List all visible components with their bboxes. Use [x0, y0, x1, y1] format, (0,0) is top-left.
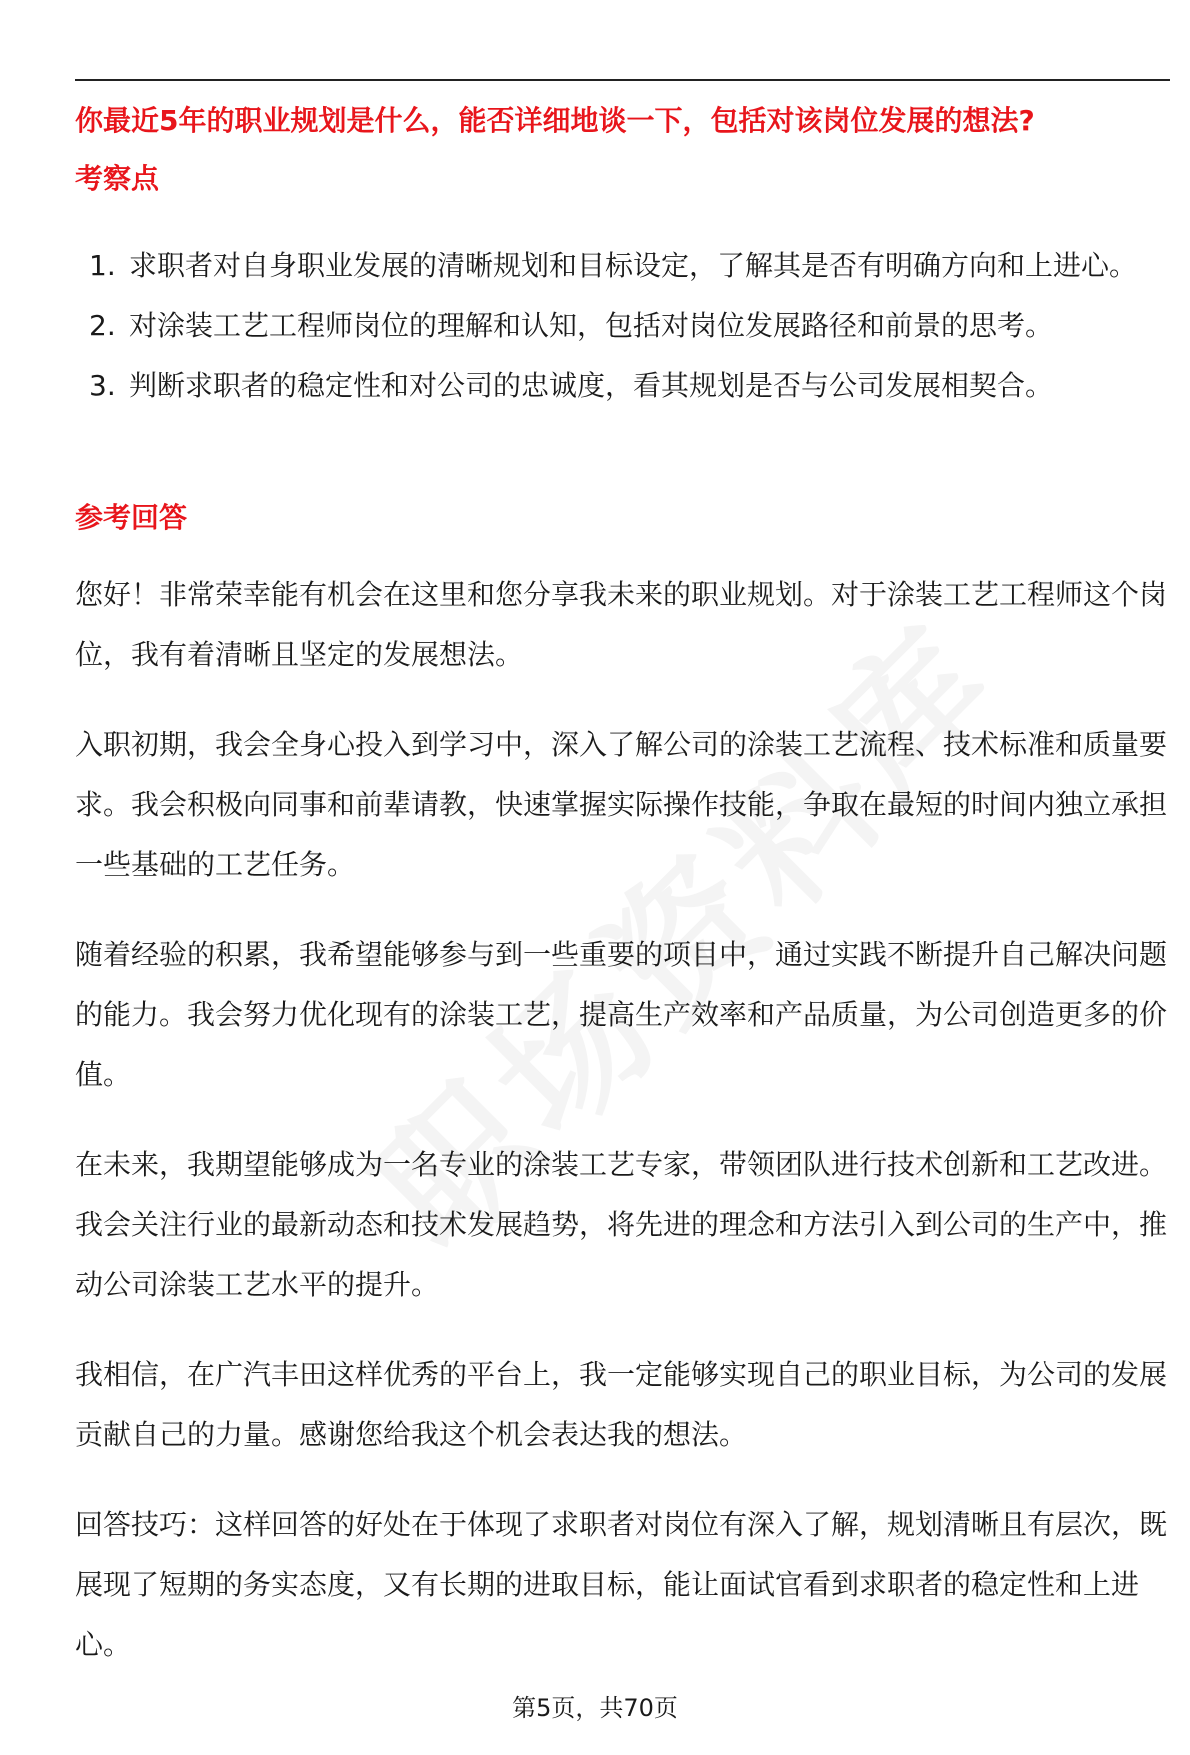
question-title: 你最近5年的职业规划是什么，能否详细地谈一下，包括对该岗位发展的想法?: [75, 104, 1035, 137]
answer-paragraph: 在未来，我期望能够成为一名专业的涂装工艺专家，带领团队进行技术创新和工艺改进。我会关注行业的最新动态和技术发展趋势，将先进的理念和方法引入到公司的生产中，推动公司涂装工艺水平的提升。: [75, 1148, 1168, 1301]
exam-point-item: [75, 296, 1175, 356]
exam-point-text: 对涂装工艺工程师岗位的理解和认知，包括对岗位发展路径和前景的思考。: [129, 309, 1054, 342]
answer-heading: 参考回答: [75, 501, 188, 534]
exam-point-item: [75, 356, 1175, 416]
exam-point-number: 2.: [89, 309, 116, 342]
page-footer: 第5页，共70页: [512, 1694, 678, 1722]
exam-point-item: [75, 236, 1175, 296]
answer-paragraph: 您好！非常荣幸能有机会在这里和您分享我未来的职业规划。对于涂装工艺工程师这个岗位，我有着清晰且坚定的发展想法。: [75, 578, 1168, 671]
answer-paragraph: 我相信，在广汽丰田这样优秀的平台上，我一定能够实现自己的职业目标，为公司的发展贡献自己的力量。感谢您给我这个机会表达我的想法。: [75, 1358, 1168, 1451]
top-rule: [75, 79, 1170, 81]
answer-paragraph: 随着经验的积累，我希望能够参与到一些重要的项目中，通过实践不断提升自己解决问题的能力。我会努力优化现有的涂装工艺，提高生产效率和产品质量，为公司创造更多的价值。: [75, 938, 1168, 1091]
exam-point-text: 求职者对自身职业发展的清晰规划和目标设定，了解其是否有明确方向和上进心。: [129, 249, 1138, 282]
answer-paragraph: 入职初期，我会全身心投入到学习中，深入了解公司的涂装工艺流程、技术标准和质量要求。我会积极向同事和前辈请教，快速掌握实际操作技能，争取在最短的时间内独立承担一些基础的工艺任务。: [75, 728, 1168, 881]
exam-points-list: [75, 236, 1175, 416]
exam-point-number: 3.: [89, 369, 116, 402]
document-page: [75, 0, 1175, 1755]
exam-points-heading: 考察点: [75, 162, 160, 195]
exam-point-text: 判断求职者的稳定性和对公司的忠诚度，看其规划是否与公司发展相契合。: [129, 369, 1054, 402]
exam-point-number: 1.: [89, 249, 116, 282]
answer-tips-paragraph: 回答技巧：这样回答的好处在于体现了求职者对岗位有深入了解，规划清晰且有层次，既展现了短期的务实态度，又有长期的进取目标，能让面试官看到求职者的稳定性和上进心。: [75, 1508, 1168, 1661]
